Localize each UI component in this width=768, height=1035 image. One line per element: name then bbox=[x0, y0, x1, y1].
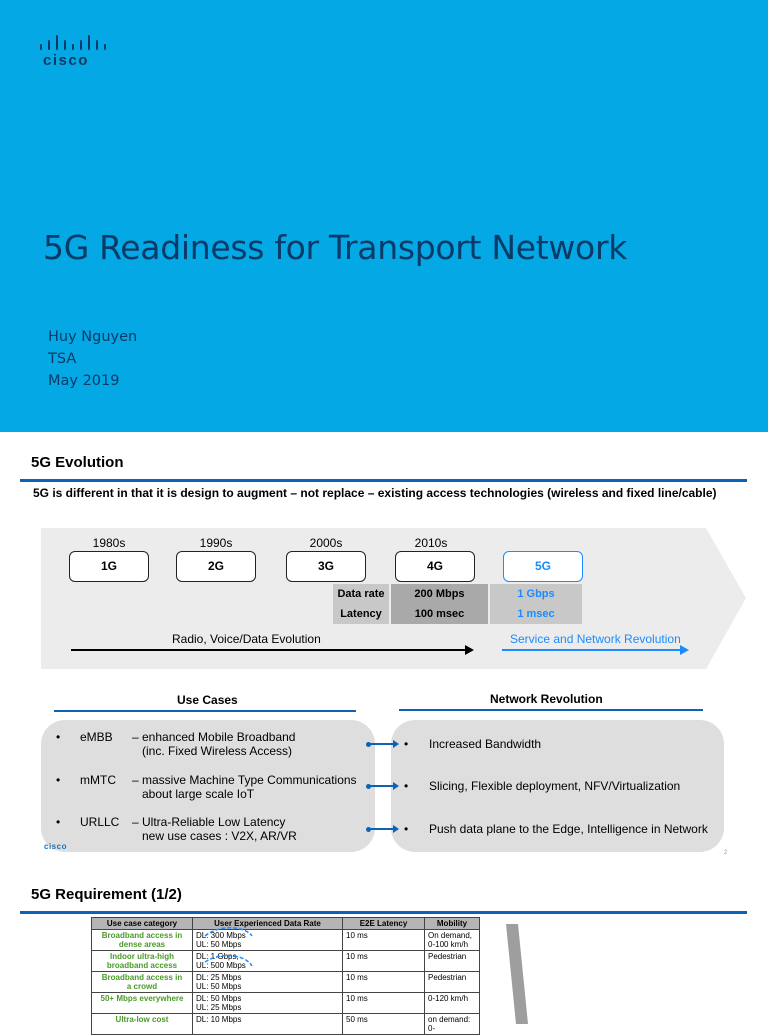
column-header: E2E Latency bbox=[343, 918, 425, 930]
gen-box-3g: 3G bbox=[286, 551, 366, 582]
bullet: • bbox=[404, 779, 409, 793]
connector-arrow-icon bbox=[393, 782, 399, 790]
use-case-name: eMBB bbox=[80, 730, 113, 744]
mobility-cell bbox=[425, 930, 480, 951]
network-item: Slicing, Flexible deployment, NFV/Virtualization bbox=[429, 779, 681, 793]
use-case-category bbox=[92, 951, 193, 972]
use-case-category bbox=[92, 993, 193, 1014]
use-case-category bbox=[92, 930, 193, 951]
use-cases-rule bbox=[54, 710, 356, 712]
cisco-bars-icon bbox=[40, 34, 110, 50]
footer-logo: cisco bbox=[44, 842, 67, 851]
evolution-arrow bbox=[71, 649, 467, 651]
use-case-category-line: Broadband access in bbox=[101, 931, 183, 940]
title-slide bbox=[0, 0, 768, 432]
use-case-desc-detail: about large scale IoT bbox=[142, 787, 255, 801]
table-row bbox=[92, 993, 480, 1014]
network-heading: Network Revolution bbox=[490, 692, 603, 706]
author-name: Huy Nguyen bbox=[48, 329, 138, 345]
mobility-cell bbox=[425, 993, 480, 1014]
use-case-category bbox=[92, 972, 193, 993]
mobility-cell-line: 0-120 km/h bbox=[428, 994, 469, 1003]
metric-4g-data-rate: 200 Mbps bbox=[391, 584, 488, 604]
bullet: • bbox=[404, 822, 409, 836]
use-case-category bbox=[92, 1014, 193, 1035]
cisco-wordmark: cisco bbox=[43, 52, 89, 69]
table-header-row bbox=[92, 918, 480, 930]
bullet: • bbox=[56, 773, 61, 787]
latency-cell bbox=[343, 993, 425, 1014]
bullet: • bbox=[404, 737, 409, 751]
connector-line bbox=[369, 828, 393, 830]
use-case-category-line: 50+ Mbps everywhere bbox=[100, 994, 184, 1003]
use-case-category-line: Broadband access in bbox=[101, 973, 183, 982]
evolution-arrowhead-icon bbox=[465, 645, 474, 655]
author-role: TSA bbox=[48, 351, 77, 367]
use-case-category-line: Indoor ultra-high bbox=[110, 952, 174, 961]
use-case-desc: – enhanced Mobile Broadband bbox=[132, 730, 296, 744]
data-rate-cell-line: DL: 10 Mbps bbox=[196, 1015, 242, 1024]
column-header: User Experienced Data Rate bbox=[193, 918, 343, 930]
table-row bbox=[92, 972, 480, 993]
network-item: Increased Bandwidth bbox=[429, 737, 542, 751]
mobility-cell-line: Pedestrian bbox=[428, 952, 467, 961]
latency-cell-line: 10 ms bbox=[346, 931, 368, 940]
metric-label-latency: Latency bbox=[333, 604, 389, 624]
latency-cell-line: 10 ms bbox=[346, 973, 368, 982]
data-rate-cell bbox=[193, 1014, 343, 1035]
mobility-cell bbox=[425, 1014, 480, 1035]
gen-box-5g: 5G bbox=[503, 551, 583, 582]
year-label: 1980s bbox=[92, 536, 126, 550]
use-case-name: URLLC bbox=[80, 815, 120, 829]
use-case-desc: – Ultra-Reliable Low Latency bbox=[132, 815, 286, 829]
latency-cell-line: 10 ms bbox=[346, 952, 368, 961]
revolution-arrow bbox=[502, 649, 682, 651]
slide-title: 5G Evolution bbox=[31, 454, 124, 471]
connector-arrow-icon bbox=[393, 825, 399, 833]
latency-cell bbox=[343, 951, 425, 972]
gen-box-2g: 2G bbox=[176, 551, 256, 582]
title-rule bbox=[20, 911, 747, 914]
cisco-logo bbox=[40, 34, 110, 70]
mobility-cell bbox=[425, 951, 480, 972]
slide-title: 5G Requirement (1/2) bbox=[31, 886, 182, 903]
latency-cell bbox=[343, 930, 425, 951]
requirement-slide bbox=[0, 864, 768, 1033]
connector-arrow-icon bbox=[393, 740, 399, 748]
gen-box-4g: 4G bbox=[395, 551, 475, 582]
network-item: Push data plane to the Edge, Intelligence in Network bbox=[429, 822, 708, 836]
gen-box-1g: 1G bbox=[69, 551, 149, 582]
presentation-title: 5G Readiness for Transport Network bbox=[43, 228, 628, 267]
revolution-arrowhead-icon bbox=[680, 645, 689, 655]
use-case-name: mMTC bbox=[80, 773, 116, 787]
data-rate-cell-line: DL: 300 Mbps bbox=[196, 931, 246, 940]
data-rate-cell-line: DL: 50 Mbps bbox=[196, 994, 242, 1003]
data-rate-cell-line: DL: 1 Gbps, bbox=[196, 952, 239, 961]
page-number: 2 bbox=[724, 850, 728, 856]
presenter-info bbox=[48, 326, 137, 392]
revolution-label: Service and Network Revolution bbox=[510, 632, 681, 646]
table-row bbox=[92, 1014, 480, 1035]
latency-cell bbox=[343, 1014, 425, 1035]
use-case-category-line: a crowd bbox=[126, 982, 158, 991]
evolution-label: Radio, Voice/Data Evolution bbox=[172, 632, 321, 646]
data-rate-cell-line: DL: 25 Mbps bbox=[196, 973, 242, 982]
annotation-swirl-icon bbox=[200, 924, 260, 974]
column-header: Use case category bbox=[92, 918, 193, 930]
mobility-cell-line: on demand: 0- bbox=[428, 1015, 471, 1033]
year-label: 1990s bbox=[199, 536, 233, 550]
bullet: • bbox=[56, 815, 61, 829]
slide-subtitle: 5G is different in that it is design to augment – not replace – existing access technologies (wireless and fixed line/cable) bbox=[33, 486, 717, 500]
metric-5g-latency: 1 msec bbox=[490, 604, 582, 624]
connector-line bbox=[369, 785, 393, 787]
use-cases-heading: Use Cases bbox=[177, 693, 238, 707]
use-case-category-line: dense areas bbox=[118, 940, 166, 949]
data-rate-cell bbox=[193, 972, 343, 993]
data-rate-cell bbox=[193, 993, 343, 1014]
metric-4g-latency: 100 msec bbox=[391, 604, 488, 624]
latency-cell-line: 10 ms bbox=[346, 994, 368, 1003]
use-case-desc-detail: new use cases : V2X, AR/VR bbox=[142, 829, 297, 843]
network-rule bbox=[399, 709, 703, 711]
requirements-table bbox=[91, 917, 480, 1035]
latency-cell bbox=[343, 972, 425, 993]
metric-5g-data-rate: 1 Gbps bbox=[490, 584, 582, 604]
data-rate-cell-line: UL: 50 Mbps bbox=[196, 940, 242, 949]
use-case-category-line: broadband access bbox=[106, 961, 178, 970]
mobility-cell-line: Pedestrian bbox=[428, 973, 467, 982]
use-case-desc-detail: (inc. Fixed Wireless Access) bbox=[142, 744, 293, 758]
use-case-category-line: Ultra-low cost bbox=[115, 1015, 169, 1024]
data-rate-cell-line: UL: 25 Mbps bbox=[196, 1003, 242, 1012]
title-rule bbox=[20, 479, 747, 482]
table-row bbox=[92, 930, 480, 951]
year-label: 2000s bbox=[309, 536, 343, 550]
connector-line bbox=[369, 743, 393, 745]
latency-cell-line: 50 ms bbox=[346, 1015, 368, 1024]
column-header: Mobility bbox=[425, 918, 480, 930]
data-rate-cell-line: UL: 50 Mbps bbox=[196, 982, 242, 991]
data-rate-cell-line: UL: 500 Mbps bbox=[196, 961, 246, 970]
table-row bbox=[92, 951, 480, 972]
metric-label-data-rate: Data rate bbox=[333, 584, 389, 604]
mobility-cell bbox=[425, 972, 480, 993]
bullet: • bbox=[56, 730, 61, 744]
presentation-date: May 2019 bbox=[48, 373, 120, 389]
mobility-cell-line: On demand, bbox=[428, 931, 473, 940]
mobility-cell-line: 0-100 km/h bbox=[428, 940, 469, 949]
decorative-arrow-shape bbox=[506, 924, 528, 1024]
year-label: 2010s bbox=[414, 536, 448, 550]
evolution-slide bbox=[0, 432, 768, 864]
use-case-desc: – massive Machine Type Communications bbox=[132, 773, 357, 787]
